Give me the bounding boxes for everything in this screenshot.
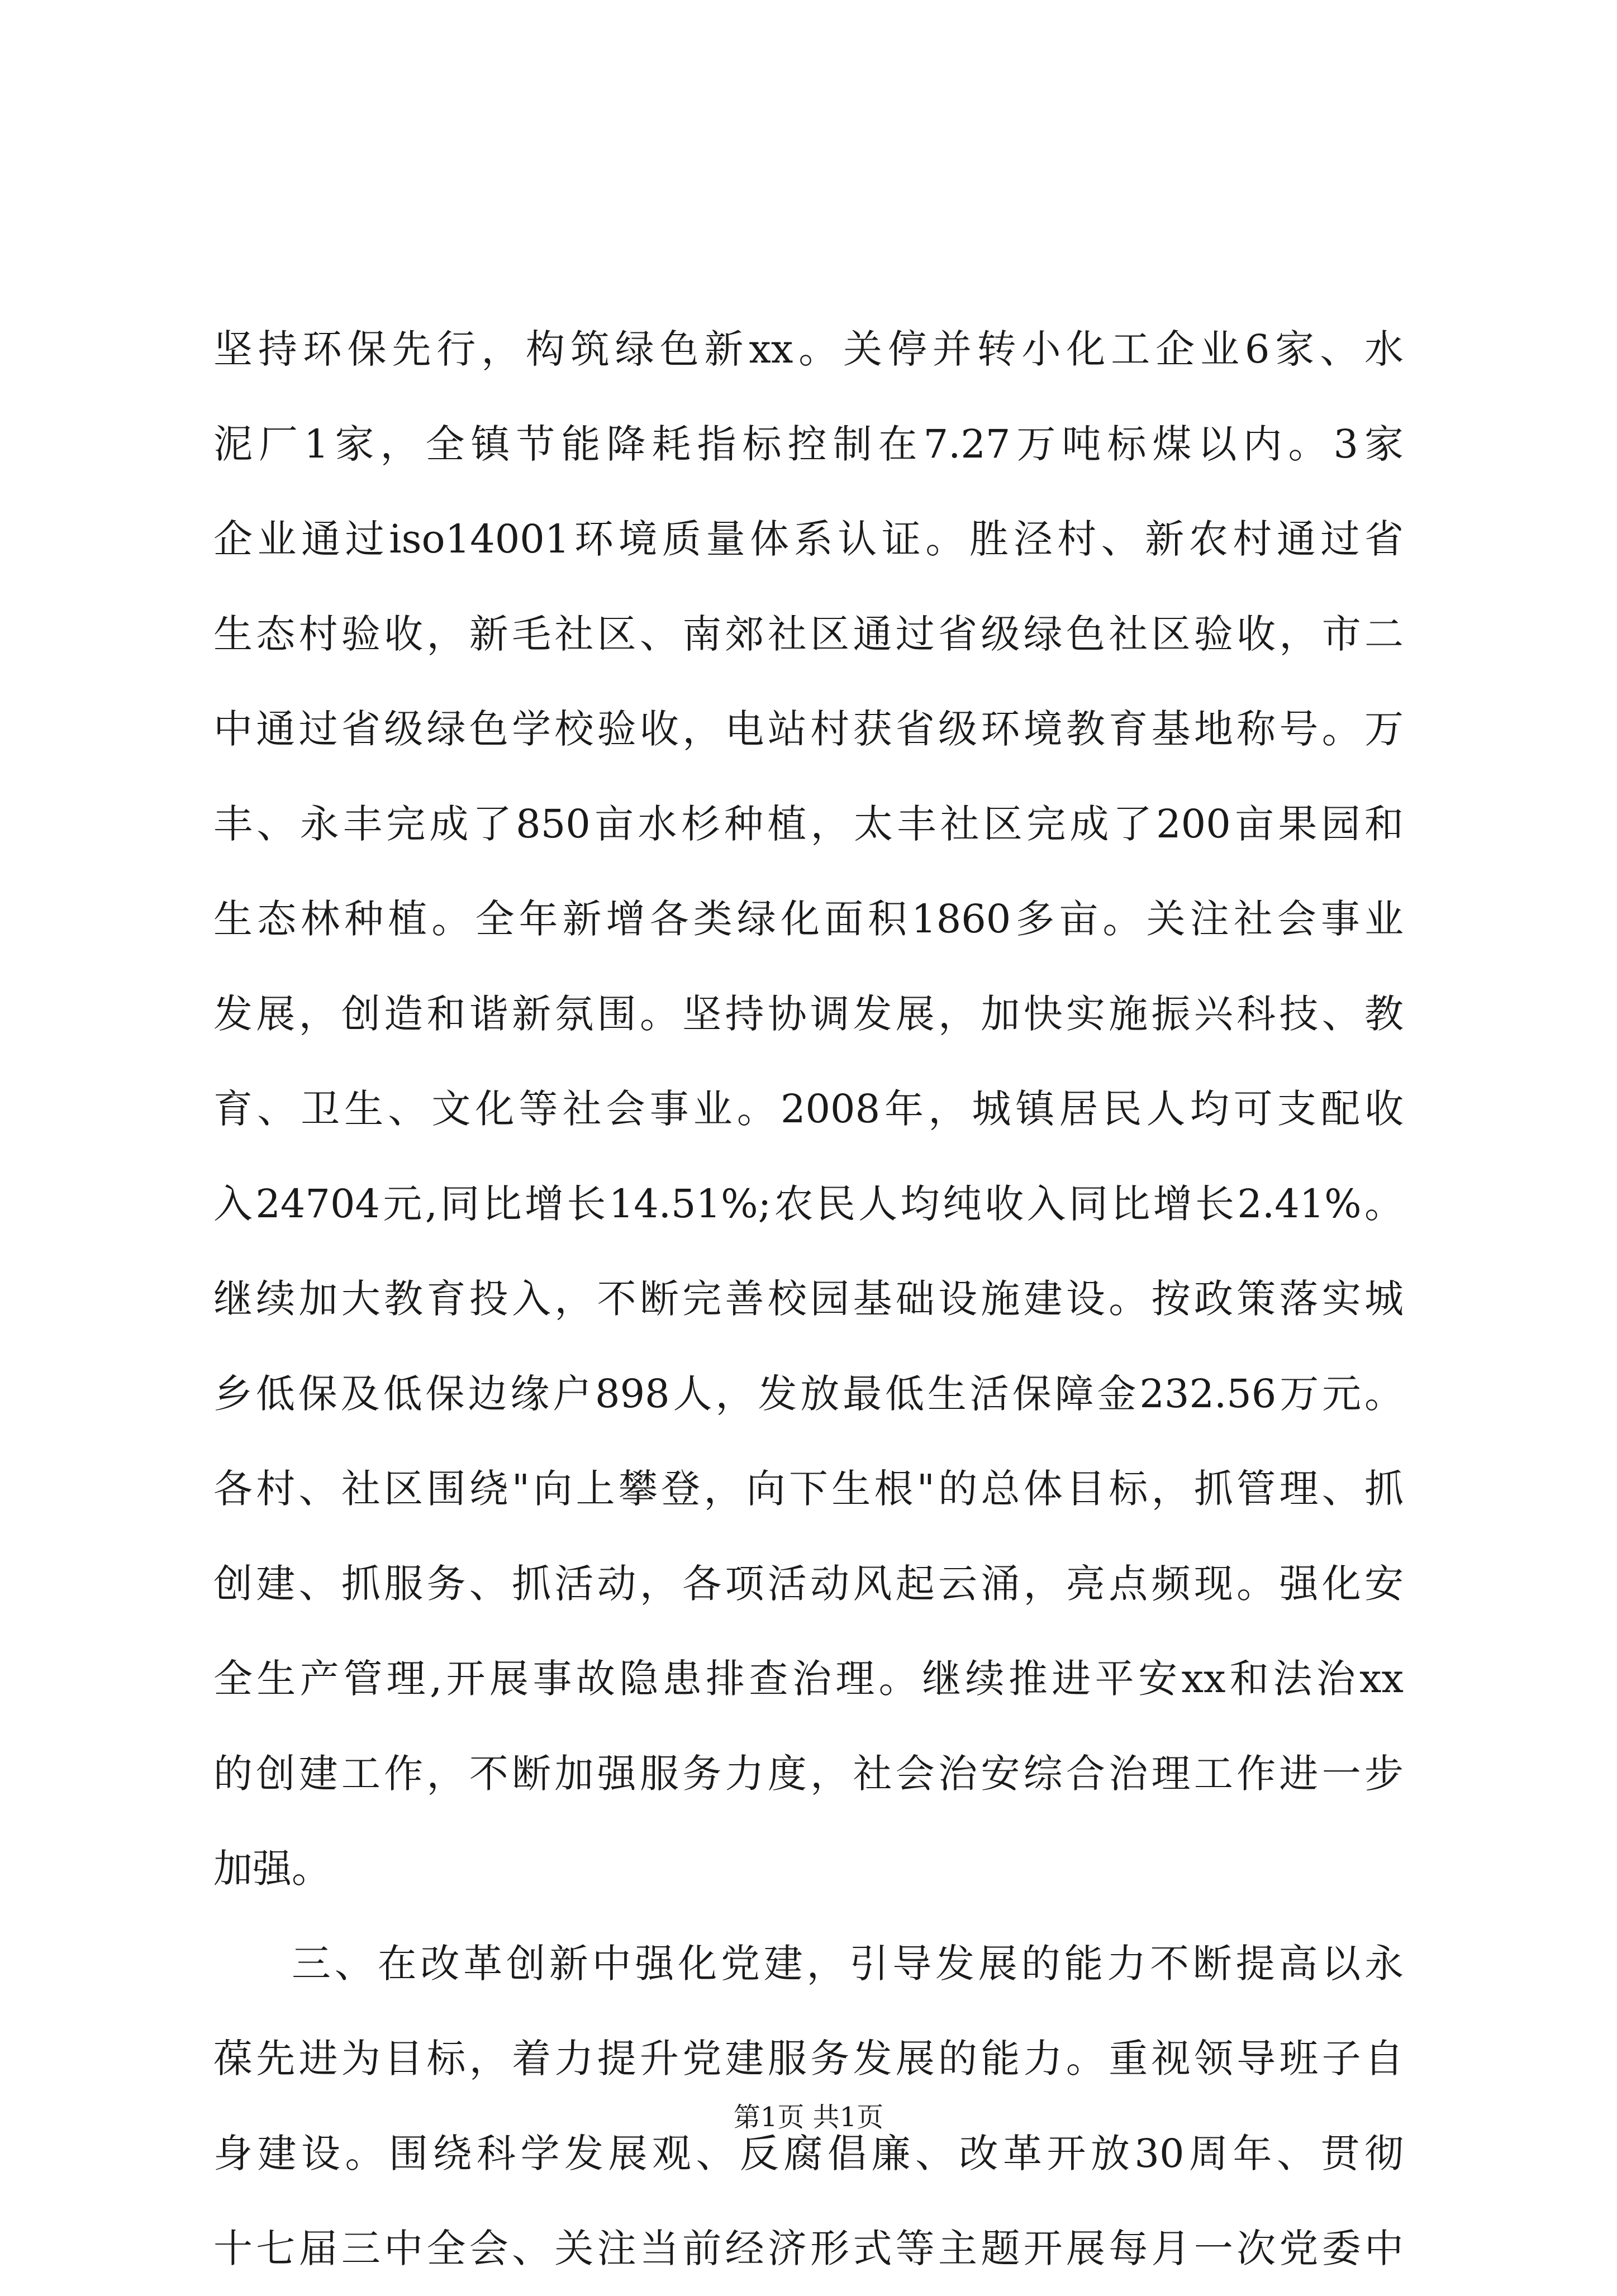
text-line: 十七届三中全会、关注当前经济形式等主题开展每月一次党委中 xyxy=(213,2226,1404,2271)
text-line: 泥厂1家，全镇节能降耗指标控制在7.27万吨标煤以内。3家 xyxy=(213,421,1404,467)
text-line: 企业通过iso14001环境质量体系认证。胜泾村、新农村通过省 xyxy=(213,516,1404,562)
text-line: 各村、社区围绕"向上攀登，向下生根"的总体目标，抓管理、抓 xyxy=(213,1466,1404,1512)
text-line: 生态林种植。全年新增各类绿化面积1860多亩。关注社会事业 xyxy=(213,896,1404,942)
text-line: 全生产管理,开展事故隐患排查治理。继续推进平安xx和法治xx xyxy=(213,1656,1404,1702)
text-line: 入24704元,同比增长14.51%;农民人均纯收入同比增长2.41%。 xyxy=(213,1181,1404,1227)
text-line: 生态村验收，新毛社区、南郊社区通过省级绿色社区验收，市二 xyxy=(213,611,1404,657)
text-line: 丰、永丰完成了850亩水杉种植，太丰社区完成了200亩果园和 xyxy=(213,801,1404,847)
text-line: 坚持环保先行，构筑绿色新xx。关停并转小化工企业6家、水 xyxy=(213,326,1404,372)
text-line: 育、卫生、文化等社会事业。2008年，城镇居民人均可支配收 xyxy=(213,1086,1404,1132)
section-heading-line: 三、在改革创新中强化党建，引导发展的能力不断提高以永 xyxy=(292,1941,1404,1987)
text-line: 发展，创造和谐新氛围。坚持协调发展，加快实施振兴科技、教 xyxy=(213,991,1404,1037)
text-line: 身建设。围绕科学发展观、反腐倡廉、改革开放30周年、贯彻 xyxy=(213,2131,1404,2176)
page-number-footer: 第1页 共1页 xyxy=(733,2102,884,2133)
body-text xyxy=(213,302,1404,2296)
text-line: 加强。 xyxy=(213,1846,331,1892)
text-line: 中通过省级绿色学校验收，电站村获省级环境教育基地称号。万 xyxy=(213,706,1404,752)
text-line: 乡低保及低保边缘户898人，发放最低生活保障金232.56万元。 xyxy=(213,1371,1404,1417)
text-line: 的创建工作，不断加强服务力度，社会治安综合治理工作进一步 xyxy=(213,1751,1404,1797)
text-line: 葆先进为目标，着力提升党建服务发展的能力。重视领导班子自 xyxy=(213,2036,1404,2081)
text-line: 创建、抓服务、抓活动，各项活动风起云涌，亮点频现。强化安 xyxy=(213,1561,1404,1607)
text-line: 继续加大教育投入，不断完善校园基础设施建设。按政策落实城 xyxy=(213,1276,1404,1322)
